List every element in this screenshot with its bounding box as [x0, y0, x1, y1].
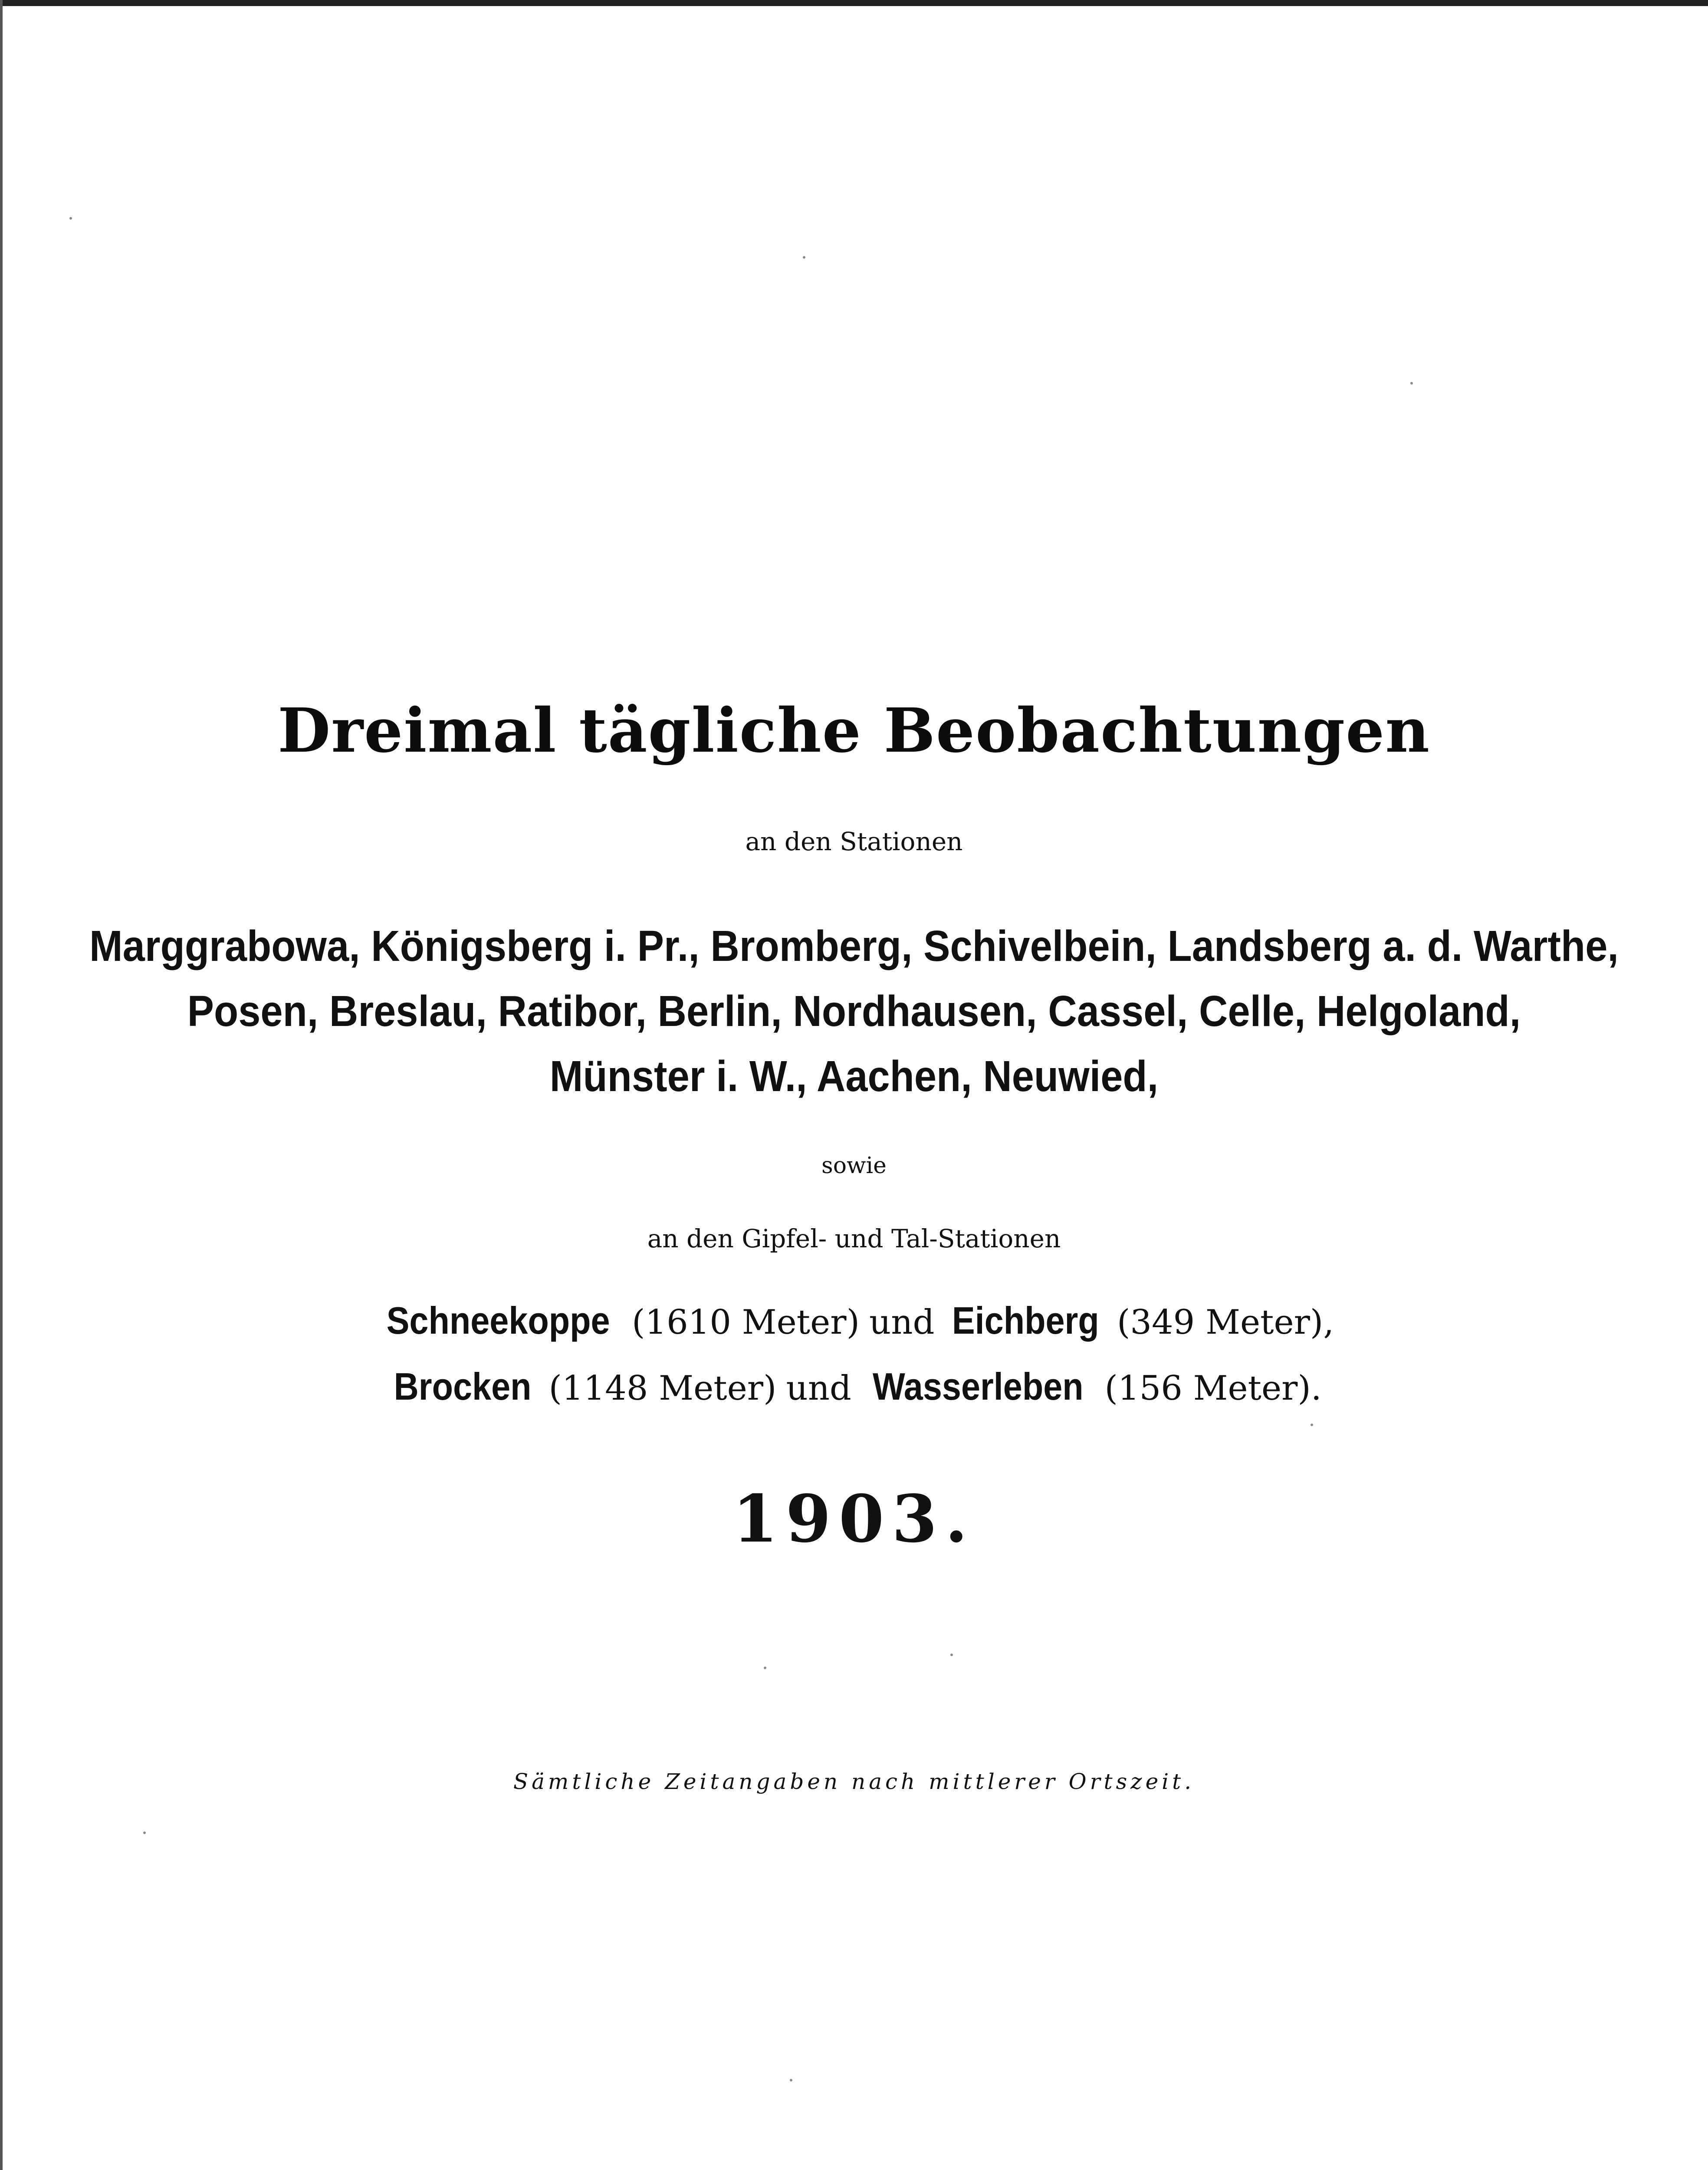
scan-speck	[764, 1667, 766, 1669]
summit-station-altitude: (1610 Meter)	[632, 1303, 860, 1342]
scan-speck	[1410, 382, 1413, 385]
valley-station-altitude: (156 Meter).	[1104, 1369, 1322, 1408]
scan-speck	[950, 1654, 953, 1656]
scan-speck	[1311, 1424, 1313, 1426]
publication-year: 1903.	[732, 1481, 976, 1557]
station-list-line-3: Münster i. W., Aachen, Neuwied,	[549, 1052, 1159, 1101]
summit-station-name: Brocken	[394, 1365, 532, 1408]
scan-top-border	[0, 0, 1708, 6]
valley-station-name: Wasserleben	[872, 1365, 1084, 1408]
mountain-stations-intro: an den Gipfel- und Tal-Stationen	[647, 1224, 1061, 1253]
stations-intro: an den Stationen	[745, 827, 963, 856]
pair-joiner: und	[786, 1369, 851, 1408]
valley-station-name: Eichberg	[952, 1299, 1100, 1342]
mountain-pair-line-1	[0, 1298, 1708, 1345]
station-list-line-1: Marggrabowa, Königsberg i. Pr., Bromberg, Schivelbein, Landsberg a. d. Warthe,	[89, 922, 1619, 970]
mountain-pair-line-2	[0, 1364, 1708, 1410]
conjunction-sowie: sowie	[821, 1153, 887, 1179]
scan-speck	[69, 217, 72, 220]
summit-station-altitude: (1148 Meter)	[549, 1369, 777, 1408]
scan-speck	[143, 1831, 146, 1834]
scan-left-border	[0, 0, 3, 2170]
summit-station-name: Schneekoppe	[386, 1299, 610, 1342]
scan-speck	[803, 256, 805, 259]
time-note: Sämtliche Zeitangaben nach mittlerer Ortszeit.	[513, 1769, 1195, 1794]
page-title: Dreimal tägliche Beobachtungen	[277, 695, 1431, 766]
station-list-line-2: Posen, Breslau, Ratibor, Berlin, Nordhausen, Cassel, Celle, Helgoland,	[187, 987, 1521, 1036]
pair-joiner: und	[869, 1303, 935, 1342]
scan-speck	[790, 2079, 792, 2081]
valley-station-altitude: (349 Meter),	[1117, 1303, 1334, 1342]
